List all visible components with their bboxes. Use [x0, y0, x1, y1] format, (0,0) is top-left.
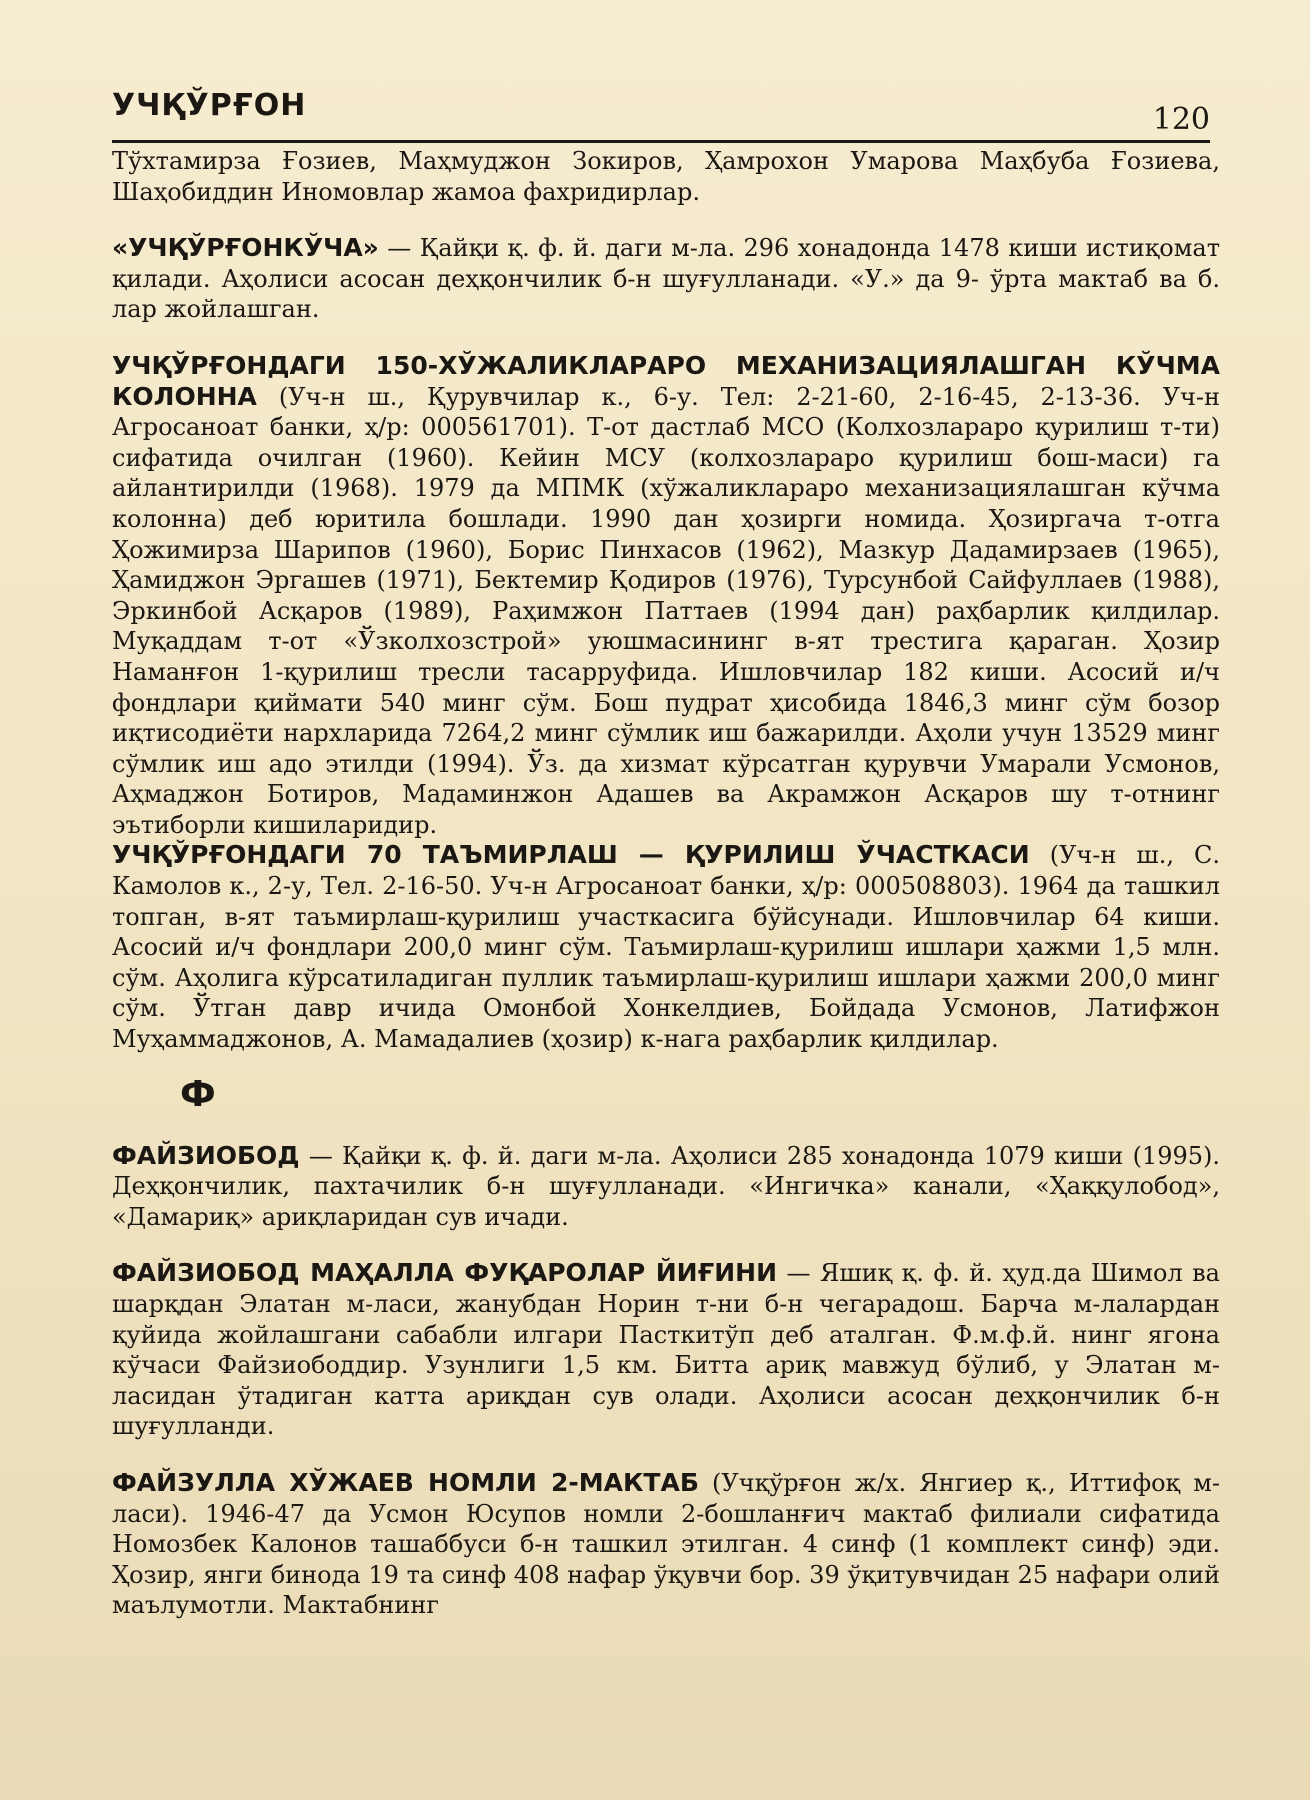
- page-header: [112, 80, 1210, 142]
- entry-headword: ФАЙЗУЛЛА ХЎЖАЕВ НОМЛИ 2-МАКТАБ: [112, 1467, 699, 1497]
- entry-text: — Яшиқ қ. ф. й. ҳуд.да Шимол ва шарқдан Элатан м-ласи, жанубдан Норин т-ни б-н чегарадош. Барча м-лалардан қуйида жойлашгани сабабли илгари Пасткитўп деб аталган. Ф.м.ф.й. нинг ягона кўчаси Файзиободдир. Узунлиги 1,5 км. Битта ариқ мавжуд бўлиб, у Элатан м-ласидан ўтадиган катта ариқдан сув олади. Аҳолиси асосан деҳқончилик б-н шуғулланди.: [112, 1259, 1220, 1441]
- running-title: УЧҚЎРҒОН: [112, 88, 307, 123]
- section-letter: Ф: [180, 1073, 216, 1115]
- entry-headword: ФАЙЗИОБОД МАҲАЛЛА ФУҚАРОЛАР ЙИҒИНИ: [112, 1258, 778, 1288]
- entry-fayziobod: [112, 1141, 1220, 1233]
- entry-text: (Уч-н ш., С. Камолов к., 2-у, Тел. 2-16-50. Уч-н Агросаноат банки, ҳ/р: 000508803). 1964 да ташкил топган, в-ят таъмирлаш-қурилиш участкасига бўйсунади. Ишловчилар 64 киши. Асосий и/ч фондлари 200,0 минг сўм. Таъмирлаш-қурилиш ишлари ҳажми 1,5 млн. сўм. Аҳолига кўрсатиладиган пуллик таъмирлаш-қурилиш ишлари ҳажми 200,0 минг сўм. Ўтган давр ичида Омонбой Хонкелдиев, Бойдада Усмонов, Латифжон Муҳаммаджонов, А. Мамадалиев (ҳозир) к-нага раҳбарлик қилдилар.: [112, 841, 1220, 1054]
- entry-repair-section: [112, 840, 1220, 1054]
- page-number: 120: [1152, 102, 1210, 137]
- entry-school-2: [112, 1468, 1220, 1621]
- body-text: [112, 146, 1220, 1621]
- entry-uchqurgonkucha: [112, 233, 1220, 325]
- entry-text: Тўхтамирза Ғозиев, Маҳмуджон Зокиров, Ҳамрохон Умарова Маҳбуба Ғозиева, Шаҳобиддин Иномовлар жамоа фахридирлар.: [112, 147, 1220, 206]
- entry-text: (Учқўрғон ж/х. Янгиер қ., Иттифоқ м-ласи). 1946-47 да Усмон Юсупов номли 2-бошланғич мактаб филиали сифатида Номозбек Калонов ташаббуси б-н ташкил этилган. 4 синф (1 комплект синф) эди. Ҳозир, янги бинода 19 та синф 408 нафар ўқувчи бор. 39 ўқитувчидан 25 нафари олий маълумотли. Мактабнинг: [112, 1468, 1221, 1620]
- entry-text: — Қайқи қ. ф. й. даги м-ла. 296 хонадонда 1478 киши истиқомат қилади. Аҳолиси асосан деҳқончилик б-н шуғулланади. «У.» да 9- ўрта мактаб ва б. лар жойлашган.: [112, 234, 1220, 324]
- entry-continuation: [112, 146, 1220, 207]
- entry-headword: «УЧҚЎРҒОНКЎЧА»: [112, 233, 379, 263]
- entry-headword: УЧҚЎРҒОНДАГИ 150-ХЎЖАЛИКЛАРАРО МЕХАНИЗАЦИЯЛАШГАН КЎЧМА КОЛОННА: [112, 350, 1220, 411]
- entry-mechanized-column: [112, 351, 1220, 841]
- entry-text: (Уч-н ш., Қурувчилар к., 6-у. Тел: 2-21-60, 2-16-45, 2-13-36. Уч-н Агросаноат банки, ҳ/р: 000561701). Т-от дастлаб МСО (Колхозлараро қурилиш т-ти) сифатида очилган (1960). Кейин МСУ (колхозлараро қурилиш бош-маси) га айлантирилди (1968). 1979 да МПМК (хўжаликлараро механизациялашган кўчма колонна) деб юритила бошлади. 1990 дан ҳозирги номида. Ҳозиргача т-отга Ҳожимирза Шарипов (1960), Борис Пинхасов (1962), Мазкур Дадамирзаев (1965), Ҳамиджон Эргашев (1971), Бектемир Қодиров (1976), Турсунбой Сайфуллаев (1988), Эркинбой Асқаров (1989), Раҳимжон Паттаев (1994 дан) раҳбарлик қилдилар. Муқаддам т-от «Ўзколхозстрой» уюшмасининг в-ят трестига қараган. Ҳозир Наманғон 1-қурилиш тресли тасарруфида. Ишловчилар 182 киши. Асосий и/ч фондлари қиймати 540 минг сўм. Бош пудрат ҳисобида 1846,3 минг сўм бозор иқтисодиёти нархларида 7264,2 минг сўмлик иш бажарилди. Аҳоли учун 13529 минг сўмлик иш адо этилди (1994). Ўз. да хизмат кўрсатган қурувчи Умарали Усмонов, Аҳмаджон Ботиров, Мадаминжон Адашев ва Акрамжон Асқаров шу т-отнинг эътиборли кишиларидир.: [112, 382, 1220, 839]
- entry-headword: ФАЙЗИОБОД: [112, 1140, 300, 1170]
- header-rule: [112, 140, 1210, 143]
- entry-text: — Қайқи қ. ф. й. даги м-ла. Аҳолиси 285 хонадонда 1079 киши (1995). Деҳқончилик, пахтачилик б-н шуғулланади. «Ингичка» канали, «Ҳаққулобод», «Дамариқ» ариқларидан сув ичади.: [112, 1141, 1220, 1231]
- entry-headword: УЧҚЎРҒОНДАГИ 70 ТАЪМИРЛАШ — ҚУРИЛИШ ЎЧАСТКАСИ: [112, 840, 1030, 870]
- entry-fayziobod-mahalla: [112, 1258, 1220, 1442]
